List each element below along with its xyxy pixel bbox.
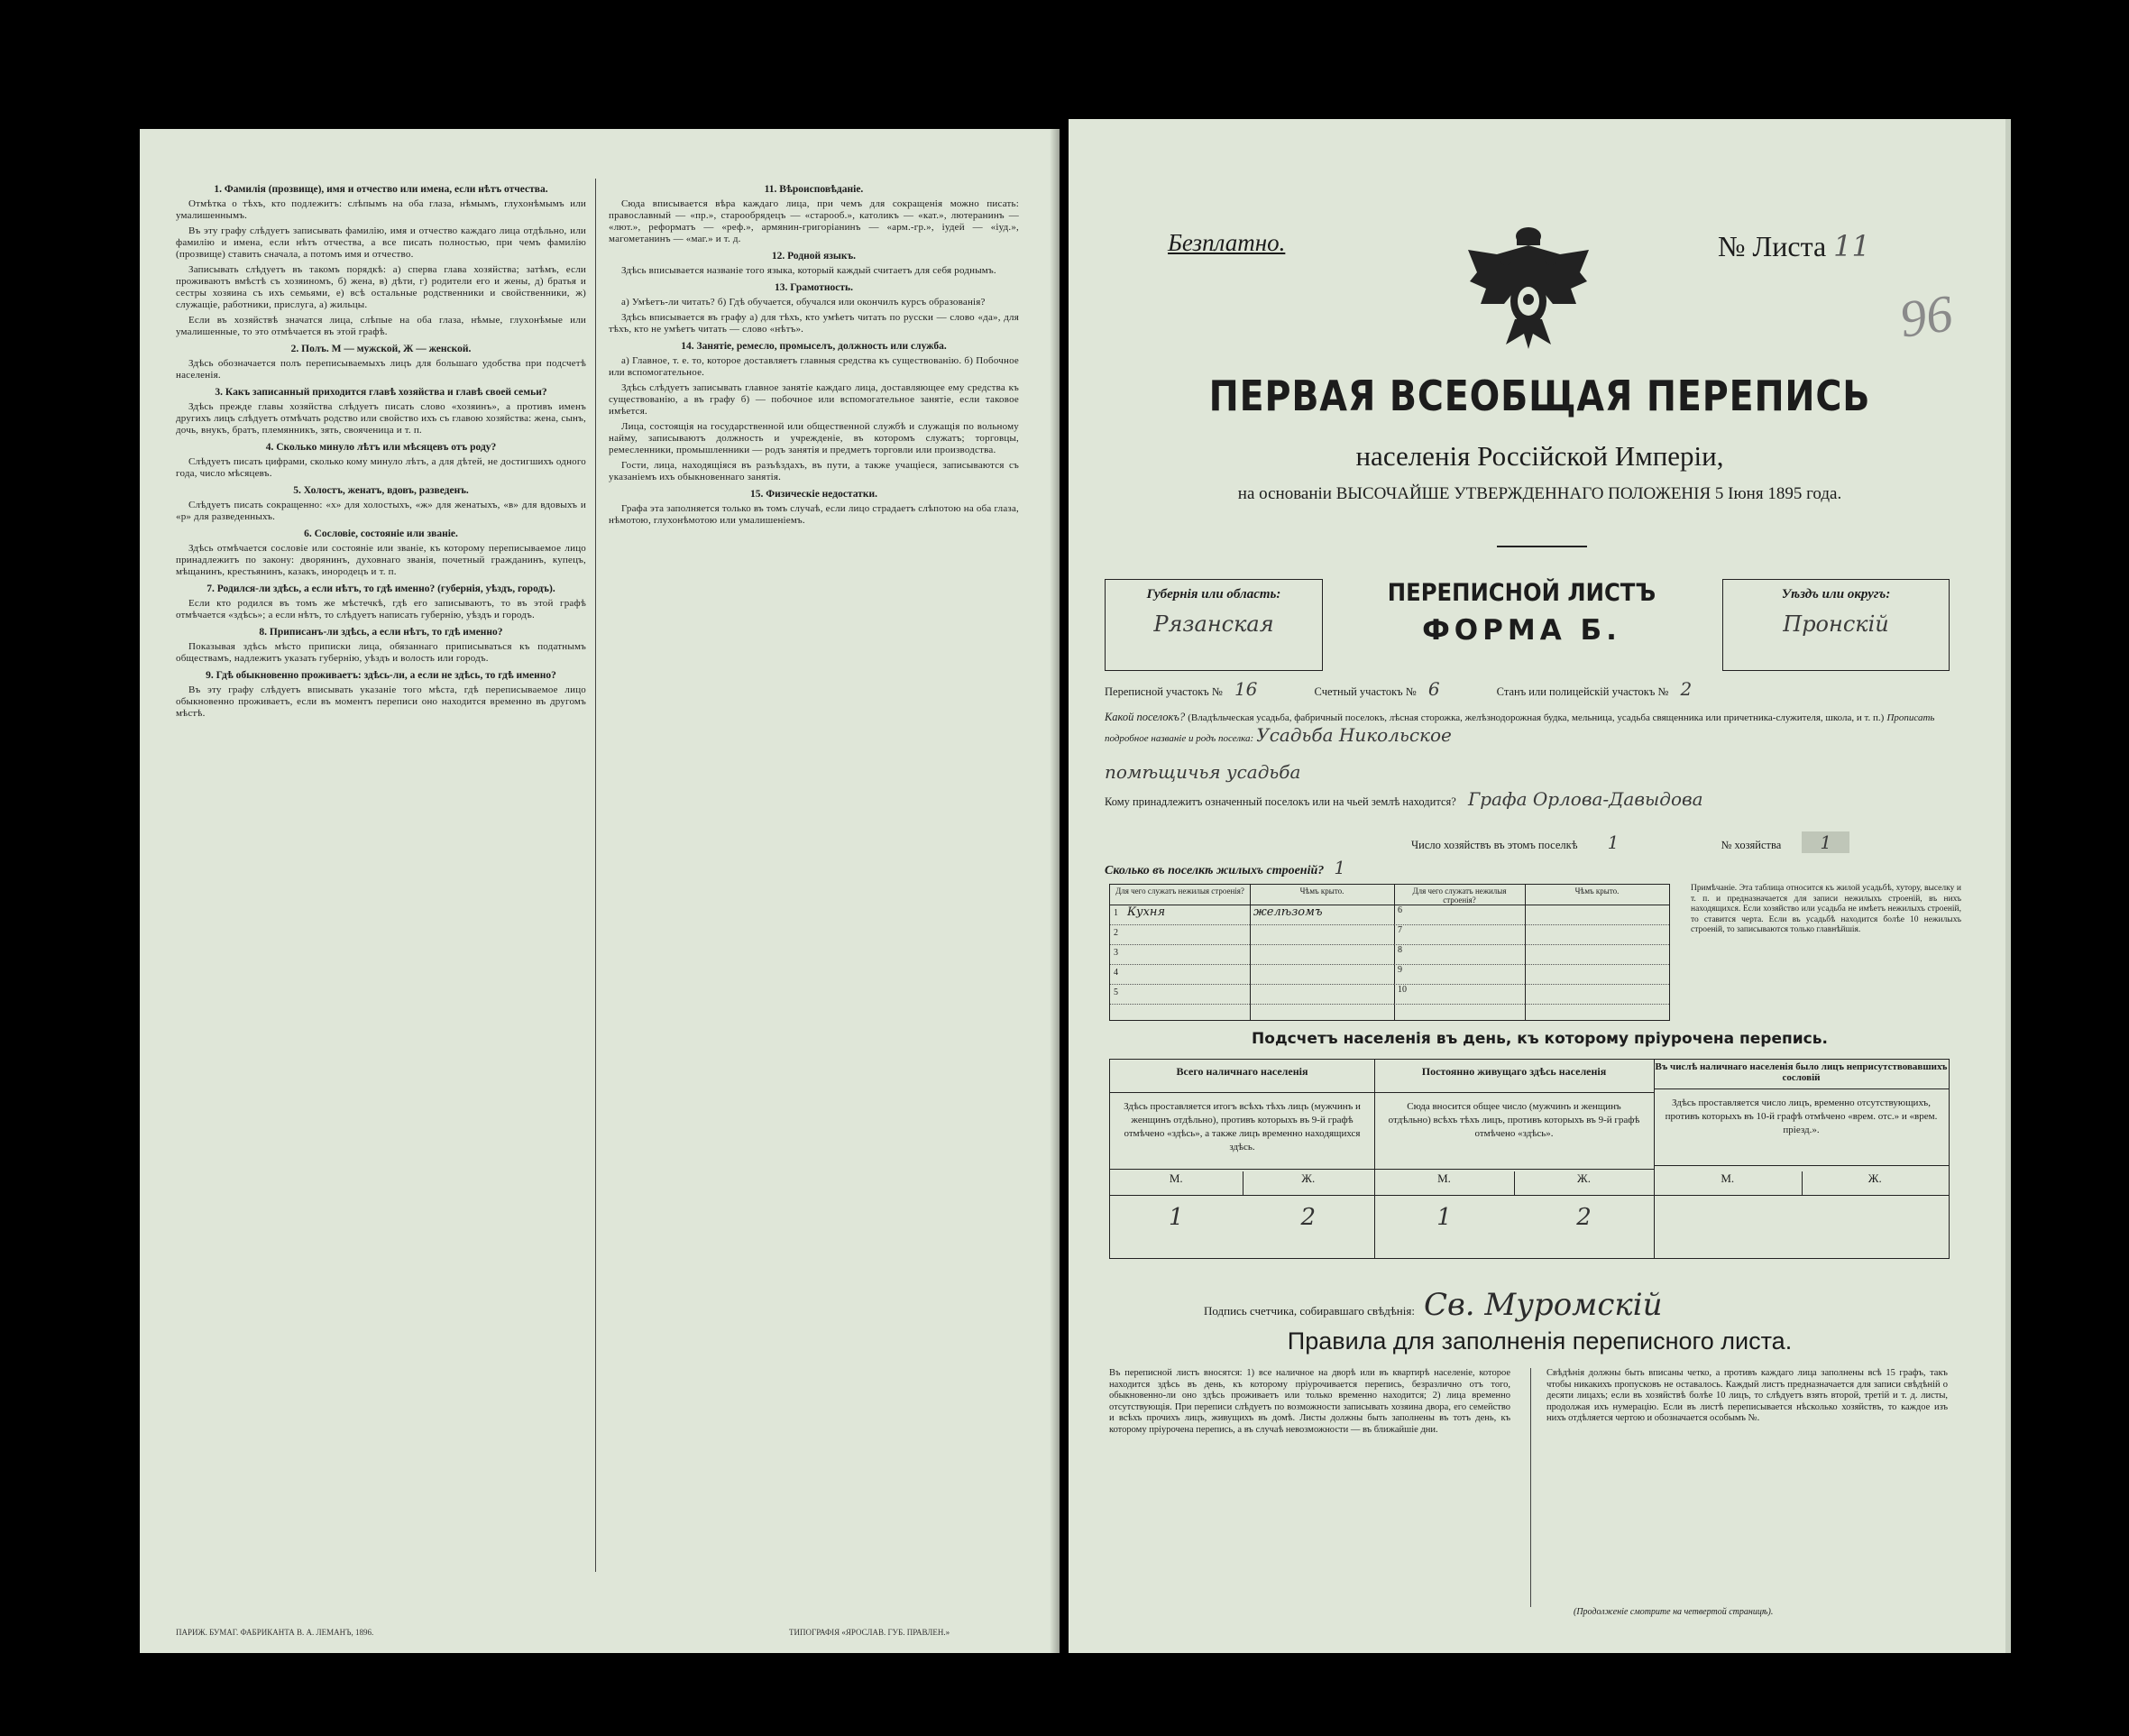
section-heading: 5. Холостъ, женатъ, вдовъ, разведенъ. [293, 485, 469, 496]
sheet-number-label: № Листа [1718, 230, 1827, 262]
table-row [1394, 945, 1525, 965]
row-number: 2 [1114, 928, 1118, 938]
province-value: Рязанская [1153, 611, 1274, 637]
rules-heading: Правила для заполненія переписного листа. [1287, 1327, 1793, 1355]
section-heading: 9. Гдѣ обыкновенно проживаетъ: здѣсь-ли, а если не здѣсь, то гдѣ именно? [206, 670, 556, 681]
households-line: Число хозяйствъ въ этомъ поселкѣ 1 № хозяйства 1 [1411, 831, 1952, 853]
signature-value: Св. Муромскій [1423, 1287, 1663, 1323]
province-box [1105, 579, 1323, 671]
row-number: 5 [1114, 987, 1118, 997]
table-cell: желѣзомъ [1253, 905, 1323, 919]
paragraph: Здѣсь вписывается въ графу а) для тѣхъ, кто умѣетъ читать по русски — слово «да», для тѣхъ, кто не умѣетъ читать — слово «нѣтъ». [609, 312, 1019, 335]
instructions-column-2 [609, 179, 1019, 530]
section-heading: 8. Приписанъ-ли здѣсь, а если нѣтъ, то гдѣ именно? [259, 627, 503, 638]
right-page [1069, 119, 2011, 1653]
paragraph: Сюда вписывается вѣра каждаго лица, при чемъ для сокращенія можно писать: православный — «пр.», старообрядецъ — «старооб.», католикъ — «кат.», лютеранинъ — «лют.», реформатъ — «реф.», армянин-григоріанинъ — «арм.-гр.», іудей — «іуд.», магометанинъ — «маг.» и т. д. [609, 198, 1019, 244]
stan-value: 2 [1680, 678, 1693, 700]
form-title-block [1321, 579, 1722, 647]
present-female-value: 2 [1300, 1204, 1317, 1231]
table-row [1525, 945, 1669, 965]
section-heading: 15. Физическіе недостатки. [750, 489, 877, 500]
paragraph: а) Умѣетъ-ли читать? б) Гдѣ обучается, обучался или окончилъ курсъ образованія? [621, 297, 986, 308]
owner-value: Графа Орлова-Давыдова [1467, 788, 1703, 810]
table-row [1250, 925, 1394, 945]
settlement-line-2 [1105, 761, 1961, 783]
section-heading: 13. Грамотность. [774, 282, 853, 293]
document-title: ПЕРВАЯ ВСЕОБЩАЯ ПЕРЕПИСЬ [1208, 372, 1871, 420]
district-box [1722, 579, 1950, 671]
sheet-number [1718, 229, 1870, 263]
form-name: ФОРМА Б. [1422, 614, 1621, 647]
row-number: 6 [1398, 905, 1402, 915]
imperial-eagle-emblem [1461, 218, 1596, 354]
table-cell: Кухня [1127, 905, 1166, 919]
column-divider [595, 179, 596, 1572]
left-page [140, 129, 1060, 1653]
row-number: 7 [1398, 925, 1402, 935]
table-row [1394, 905, 1525, 925]
population-count-table: Всего наличнаго населенія Здѣсь проставляется итогъ всѣхъ тѣхъ лицъ (мужчинъ и женщинъ отдѣльно), противъ которыхъ въ 9-й графѣ отмѣчено «здѣсь», а также лицъ временно находящихся здѣсь. М. Ж. 1 2 Постоянно живущаго здѣсь населенія Сюда вносится общее число (мужчинъ и женщинъ отдѣльно) всѣхъ тѣхъ лицъ, противъ которыхъ въ 9-й графѣ отмѣчено «здѣсь». М. Ж. 1 2 Въ числѣ наличнаго населенія было лицъ неприсутствовавшихъ сословій Здѣсь проставляется число лицъ, временно отсутствующихъ, противъ которыхъ въ 10-й графѣ отмѣчено «врем. отс.» и «врем. пріезд.». М. Ж. [1109, 1059, 1950, 1259]
paragraph: Графа эта заполняется только въ томъ случаѣ, если лицо страдаетъ слѣпотою на оба глаза, нѣмотою, глухонѣмотою или умалишеніемъ. [609, 503, 1019, 526]
table-row [1250, 945, 1394, 965]
continued-note: (Продолженіе смотрите на четвертой страницѣ). [1574, 1607, 1774, 1617]
rules-column-2: Свѣдѣнія должны быть вписаны четко, а противъ каждаго лица заполнены всѣ 15 графъ, такъ чтобы никакихъ пропусковъ не оставалось. Каждый листъ предназначается для записи свѣдѣній о десяти лицахъ; если въ хозяйствѣ болѣе 10 лицъ, то слѣдуетъ взять второй, третій и т. д. листы, продолжая ихъ нумерацію. Если въ листѣ переписывается нѣсколько хозяйствъ, то каждое изъ нихъ отдѣляется чертою и обозначается особымъ №. [1546, 1368, 1948, 1423]
row-number: 3 [1114, 948, 1118, 958]
printer-footer-left: ПАРИЖ. БУМАГ. ФАБРИКАНТА В. А. ЛЕМАНЪ, 1896. [176, 1628, 374, 1637]
table-row [1525, 985, 1669, 1005]
paragraph: Если въ хозяйствѣ значатся лица, слѣпые на оба глаза, нѣмые, глухонѣмые или умалишенные, то это отмѣчается въ этой графѣ. [176, 315, 586, 337]
row-number: 10 [1398, 985, 1407, 995]
rules-column-1: Въ переписной листъ вносятся: 1) все наличное на дворѣ или въ квартирѣ населеніе, которое находится здѣсь въ день, къ которому пріурочивается перепись, безразлично отъ того, обыкновенно-ли оно здѣсь проживаетъ или только временно находится; 2) лица временно отсутствующія. При переписи слѣдуетъ по возможности записывать хозяина двора, его семейство и всѣхъ прочихъ лицъ, живущихъ въ домѣ. Листы должны быть заполнены въ тотъ день, къ которому пріурочена перепись, а въ случаѣ невозможности — въ ближайшіе дни. [1109, 1368, 1510, 1435]
paragraph: Здѣсь вписывается названіе того языка, который каждый считаетъ для себя роднымъ. [621, 265, 996, 276]
paragraph: Отмѣтка о тѣхъ, кто подлежитъ: слѣпымъ на оба глаза, нѣмымъ, глухонѣмымъ или умалишеннымъ. [176, 198, 586, 221]
signature-line [1204, 1287, 1662, 1323]
district-numbers-line: Переписной участокъ № 16 Счетный участокъ № 6 Станъ или полицейскій участокъ № 2 [1105, 678, 1693, 700]
section-heading: 1. Фамилія (прозвище), имя и отчество или имена, если нѣтъ отчества. [214, 184, 548, 195]
district-label: Уѣздъ или округъ: [1781, 587, 1891, 602]
count-district-value: 6 [1427, 678, 1440, 700]
paragraph: Лица, состоящія на государственной или общественной службѣ и служащія по вольному найму, записываютъ должность и учрежденіе, въ которомъ служатъ; торговцы, ремесленники, промышленники — родъ занятія и предметъ торговли или производства. [609, 421, 1019, 455]
printer-footer-right: ТИПОГРАФІЯ «ЯРОСЛАВ. ГУБ. ПРАВЛЕН.» [789, 1628, 950, 1637]
paragraph: Въ эту графу слѣдуетъ записывать фамилію, имя и отчество каждаго лица отдѣльно, или фамилію и имена, если нѣтъ отчества, а все писать полностью, при чемъ фамилію (прозвище) ставить сначала, а потомъ имя и отчество. [176, 225, 586, 260]
settlement-value-2: помѣщичья усадьба [1105, 761, 1301, 783]
free-label: Безплатно. [1168, 229, 1286, 256]
household-no-value: 1 [1802, 831, 1849, 853]
table-row [1525, 965, 1669, 985]
paragraph: а) Главное, т. е. то, которое доставляетъ главныя средства къ существованію. б) Побочное или вспомогательное. [609, 355, 1019, 378]
paragraph: Здѣсь слѣдуетъ записывать главное занятіе каждаго лица, доставляющее ему средства къ существованію, а въ графу б) — побочное или вспомогательное занятіе, если таковое имѣется. [609, 382, 1019, 417]
paragraph: Здѣсь обозначается полъ переписываемыхъ лицъ для большаго удобства при подсчетѣ населенія. [176, 358, 586, 381]
table-row [1110, 985, 1250, 1005]
section-heading: 14. Занятіе, ремесло, промыселъ, должность или служба. [681, 341, 947, 352]
signature-label: Подпись счетчика, собиравшаго свѣдѣнія: [1204, 1304, 1415, 1318]
households-value: 1 [1607, 831, 1620, 853]
document-subtitle: населенія Россійской Имперіи, [1355, 440, 1724, 472]
legal-basis-line: на основаніи ВЫСОЧАЙШЕ УТВЕРЖДЕННАГО ПОЛОЖЕНІЯ 5 Іюня 1895 года. [1237, 484, 1842, 503]
row-number: 4 [1114, 968, 1118, 978]
paragraph: Показывая здѣсь мѣсто приписки лица, обязаннаго приписываться къ податнымъ обществамъ, надлежитъ указать губернію, уѣздъ и волость или городъ. [176, 641, 586, 664]
table-row [1250, 985, 1394, 1005]
sheet-number-value: 11 [1833, 229, 1870, 263]
row-number: 1 [1114, 908, 1118, 918]
table-row [1110, 965, 1250, 985]
section-heading: 4. Сколько минуло лѣтъ или мѣсяцевъ отъ роду? [265, 442, 497, 453]
paragraph: Слѣдуетъ писать цифрами, сколько кому минуло лѣтъ, а для дѣтей, не достигшихъ одного года, число мѣсяцевъ. [176, 456, 586, 479]
outbuildings-table: Для чего служатъ нежилыя строенія? 1 Кухня 2 3 4 5 Чѣмъ крыто. желѣзомъ Для чего служатъ нежилыя строенія? 6 7 8 9 10 Чѣмъ крыто. [1109, 884, 1670, 1021]
section-heading: 2. Полъ. М — мужской, Ж — женской. [290, 344, 472, 354]
table-row [1394, 985, 1525, 1005]
table-row [1394, 965, 1525, 985]
paragraph: Въ эту графу слѣдуетъ вписывать указаніе того мѣста, гдѣ переписываемое лицо обыкновенно проживаетъ, если въ моментъ переписи оно находится временно въ другомъ мѣстѣ. [176, 684, 586, 719]
section-heading: 6. Сословіе, состояніе или званіе. [304, 528, 458, 539]
census-district-value: 16 [1234, 678, 1258, 700]
paragraph: Записывать слѣдуетъ въ такомъ порядкѣ: а) сперва глава хозяйства; затѣмъ, если проживаютъ вмѣстѣ съ хозяиномъ, б) жена, в) дѣти, г) родители его и жены, д) братья и сестры хозяина съ ихъ семьями, е) всѣ остальные родственники и свойственники, ж) служащіе, работники, прислуга, а) жильцы. [176, 264, 586, 310]
table-row [1110, 905, 1250, 925]
table-row [1110, 925, 1250, 945]
paragraph: Если кто родился въ томъ же мѣстечкѣ, гдѣ его записываютъ, то въ этой графѣ отмѣчается «здѣсь»; а если нѣтъ, то слѣдуетъ написать губернію, уѣздъ и городъ. [176, 598, 586, 620]
section-heading: 7. Родился-ли здѣсь, а если нѣтъ, то гдѣ именно? (губернія, уѣздъ, городъ). [206, 583, 555, 594]
settlement-line: Какой поселокъ? (Владѣльческая усадьба, фабричный поселокъ, лѣсная сторожка, желѣзнодорожная будка, мельница, усадьба священника или причетника-служителя, школа, и т. п.) Прописать подробное названіе и родъ поселка: Усадьба Никольское [1105, 711, 1935, 746]
table-row [1110, 945, 1250, 965]
paragraph: Слѣдуетъ писать сокращенно: «х» для холостыхъ, «ж» для женатыхъ, «в» для вдовыхъ и «р» для разведенныхъ. [176, 500, 586, 522]
table-row [1250, 905, 1394, 925]
paragraph: Гости, лица, находящіяся въ разъѣздахъ, въ пути, а также учащіеся, записываются съ указаніемъ ихъ обыкновеннаго занятія. [609, 460, 1019, 482]
rules-column-divider [1530, 1368, 1531, 1607]
district-value: Пронскій [1783, 611, 1889, 637]
dwellings-count-value: 1 [1334, 857, 1346, 878]
settlement-value-1: Усадьба Никольское [1256, 724, 1452, 746]
section-heading: 12. Родной языкъ. [771, 251, 857, 262]
section-heading: 3. Какъ записанный приходится главѣ хозяйства и главѣ своей семьи? [215, 387, 547, 398]
table-row [1525, 905, 1669, 925]
paragraph: Здѣсь отмѣчается сословіе или состояніе или званіе, къ которому переписываемое лицо принадлежитъ по закону: дворянинъ, духовнаго званія, почетный гражданинъ, купецъ, мѣщанинъ, крестьянинъ, казакъ, инородецъ и т. п. [176, 543, 586, 577]
instructions-column-1 [176, 179, 586, 723]
present-male-value: 1 [1168, 1204, 1184, 1231]
table-row [1525, 925, 1669, 945]
margin-handwritten-number: 96 [1895, 283, 1957, 349]
population-count-heading: Подсчетъ населенія въ день, къ которому пріурочена перепись. [1252, 1030, 1828, 1048]
dwellings-count-line: Сколько въ поселкѣ жилыхъ строеній? 1 [1105, 857, 1346, 878]
row-number: 8 [1398, 945, 1402, 955]
divider-rule [1497, 546, 1587, 547]
row-number: 9 [1398, 965, 1402, 975]
province-label: Губернія или область: [1146, 587, 1281, 602]
section-heading: 11. Вѣроисповѣданіе. [764, 184, 864, 195]
table-row [1394, 925, 1525, 945]
outbuildings-note: Примѣчаніе. Эта таблица относится къ жилой усадьбѣ, хутору, выселку и т. п. и предназначается для записи нежилыхъ строеній, въ нихъ находящихся. Если хозяйство или усадьба не имѣетъ нежилыхъ строеній, то ставится черта. Если въ усадьбѣ находится болѣе 10 нежилыхъ строеній, то записываются только главнѣйшія. [1691, 884, 1961, 934]
form-title: ПЕРЕПИСНОЙ ЛИСТЪ [1387, 579, 1656, 607]
resident-female-value: 2 [1576, 1204, 1592, 1231]
table-row [1250, 965, 1394, 985]
paragraph: Здѣсь прежде главы хозяйства слѣдуетъ писать слово «хозяинъ», а противъ именъ другихъ лицъ слѣдуетъ отмѣчать родство или свойство ихъ съ главою хозяйства: жена, сынъ, дочь, внукъ, братъ, племянникъ, зять, свояченица и т. п. [176, 401, 586, 436]
resident-male-value: 1 [1436, 1204, 1452, 1231]
owner-line: Кому принадлежитъ означенный поселокъ или на чьей землѣ находится? Графа Орлова-Давыдова [1105, 788, 1703, 810]
